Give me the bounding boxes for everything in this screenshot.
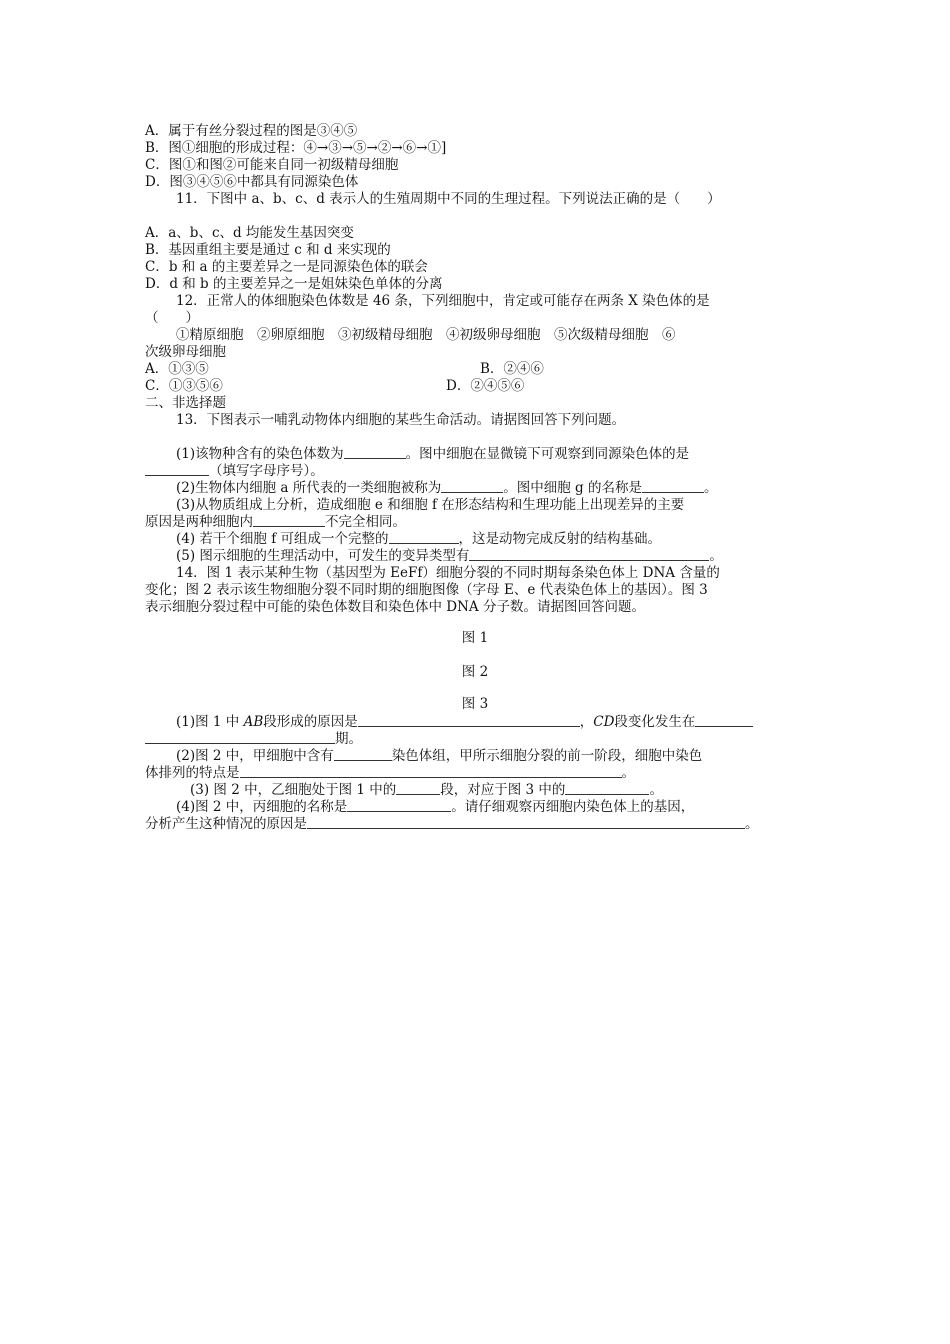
- q12-stem-line2: （ ）: [145, 310, 199, 326]
- q11-option-a: A．a、b、c、d 均能发生基因突变: [145, 225, 354, 241]
- q10-option-a: A．属于有丝分裂过程的图是③④⑤: [145, 123, 358, 139]
- answer-blank: [145, 731, 335, 744]
- q11-option-d: D．d 和 b 的主要差异之一是姐妹染色单体的分离: [145, 276, 443, 292]
- answer-blank: [307, 816, 745, 829]
- q11-option-c: C．b 和 a 的主要差异之一是同源染色体的联会: [145, 259, 428, 275]
- q12-option-d: D．②④⑤⑥: [446, 378, 525, 394]
- q13-part3-line1: (3)从物质组成上分析，造成细胞 e 和细胞 f 在形态结构和生理功能上出现差异的主要: [176, 497, 685, 513]
- q12-items-line2: 次级卵母细胞: [145, 344, 226, 360]
- q13-part5: (5) 图示细胞的生理活动中，可发生的变异类型有 。: [176, 548, 723, 564]
- q14-stem-line1: 14．图 1 表示某种生物（基因型为 EeFf）细胞分裂的不同时期每条染色体上 DNA 含量的: [176, 565, 720, 581]
- answer-blank: [145, 463, 209, 476]
- q12-option-b: B．②④⑥: [480, 361, 544, 377]
- section-heading: 二、非选择题: [145, 395, 226, 411]
- q13-part4: (4) 若干个细胞 f 可组成一个完整的 ，这是动物完成反射的结构基础。: [176, 531, 661, 547]
- q12-items-line1: ①精原细胞 ②卵原细胞 ③初级精母细胞 ④初级卵母细胞 ⑤次级精母细胞 ⑥: [176, 327, 676, 343]
- answer-blank: [396, 782, 440, 795]
- q14-part2-line2: 体排列的特点是 。: [145, 765, 635, 781]
- answer-blank: [334, 748, 392, 761]
- q13-part1-line1: (1)该物种含有的染色体数为 。图中细胞在显微镜下可观察到同源染色体的是: [176, 446, 690, 462]
- q14-part4-line2: 分析产生这种情况的原因是 。: [145, 816, 759, 832]
- q13-part2: (2)生物体内细胞 a 所代表的一类细胞被称为 。图中细胞 g 的名称是 。: [176, 480, 718, 496]
- answer-blank: [469, 548, 709, 561]
- q12-stem-line1: 12．正常人的体细胞染色体数是 46 条，下列细胞中，肯定或可能存在两条 X 染色体的是: [176, 293, 710, 309]
- q10-option-d: D．图③④⑤⑥中都具有同源染色体: [145, 174, 359, 190]
- answer-blank: [253, 514, 325, 527]
- figure-1-caption: 图 1: [461, 630, 489, 646]
- answer-blank: [347, 799, 451, 812]
- answer-blank: [344, 446, 406, 459]
- answer-blank: [695, 714, 753, 727]
- q14-part1-line2: 期。: [145, 731, 362, 748]
- q10-option-c: C．图①和图②可能来自同一初级精母细胞: [145, 157, 399, 173]
- q14-part2-line1: (2)图 2 中，甲细胞中含有 染色体组，甲所示细胞分裂的前一阶段，细胞中染色: [176, 748, 703, 764]
- q12-option-c: C．①③⑤⑥: [145, 378, 223, 394]
- q13-part1-line2: （填写字母序号）。: [145, 463, 324, 480]
- q12-option-a: A．①③⑤: [145, 361, 209, 377]
- answer-blank: [642, 480, 704, 493]
- figure-2-caption: 图 2: [461, 664, 489, 680]
- q13-part3-line2: 原因是两种细胞内 不完全相同。: [145, 514, 406, 530]
- q11-option-b: B．基因重组主要是通过 c 和 d 来实现的: [145, 242, 391, 258]
- figure-3-caption: 图 3: [461, 696, 489, 712]
- answer-blank: [389, 531, 459, 544]
- answer-blank: [240, 765, 622, 778]
- q14-part1-line1: (1)图 1 中 AB段形成的原因是 ，CD段变化发生在: [176, 714, 753, 731]
- q14-part3: (3) 图 2 中，乙细胞处于图 1 中的 段，对应于图 3 中的 。: [190, 782, 663, 798]
- q14-part4-line1: (4)图 2 中，丙细胞的名称是 。请仔细观察丙细胞内染色体上的基因，: [176, 799, 695, 815]
- q14-stem-line2: 变化；图 2 表示该生物细胞分裂不同时期的细胞图像（字母 E、e 代表染色体上的基因）。图 3: [145, 582, 708, 598]
- q11-stem: 11．下图中 a、b、c、d 表示人的生殖周期中不同的生理过程。下列说法正确的是（ ）: [176, 191, 721, 207]
- q10-option-b: B．图①细胞的形成过程：④→③→⑤→②→⑥→①]: [145, 140, 447, 156]
- answer-blank: [441, 480, 503, 493]
- q13-stem: 13．下图表示一哺乳动物体内细胞的某些生命活动。请据图回答下列问题。: [176, 412, 626, 428]
- q14-stem-line3: 表示细胞分裂过程中可能的染色体数目和染色体中 DNA 分子数。请据图回答问题。: [145, 599, 645, 615]
- answer-blank: [358, 714, 580, 727]
- answer-blank: [565, 782, 649, 795]
